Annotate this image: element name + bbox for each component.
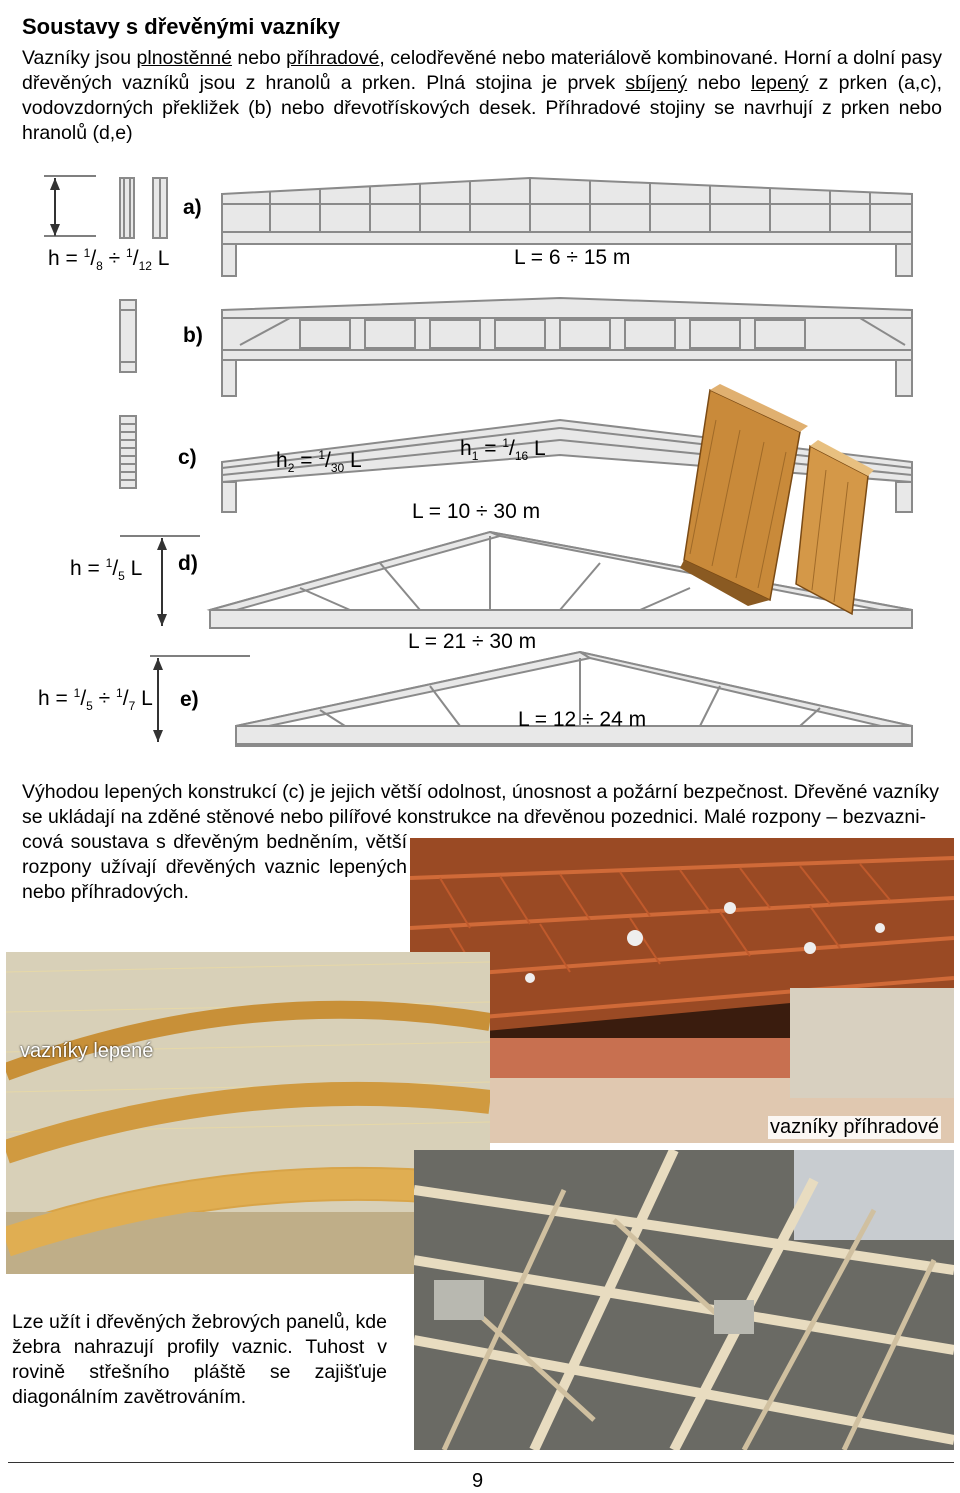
page-number: 9 <box>472 1470 484 1492</box>
label-lattice-trusses: vazníky příhradové <box>770 1116 939 1138</box>
label-a: a) <box>183 196 202 219</box>
term-plnostenne: plnostěnné <box>136 47 232 69</box>
term-sbijeny: sbíjený <box>625 72 688 94</box>
label-d: d) <box>178 552 198 575</box>
label-a-height: $h = ^1/_8 \div ^1/_{12}$ L <box>48 246 170 274</box>
label-a-span: L = 6 ÷ 15 m <box>514 246 631 269</box>
label-d-height: $h = ^1/_5$ L <box>70 556 143 584</box>
label-b: b) <box>183 324 203 347</box>
section-c <box>120 416 136 488</box>
label-e-span: L = 12 ÷ 24 m <box>518 708 647 731</box>
lattice-truss-hall-photo <box>410 838 954 1143</box>
truss-a <box>222 178 912 244</box>
label-glulam-trusses: vazníky lepené <box>20 1040 154 1062</box>
footer-rule <box>8 1462 954 1463</box>
term-lepeny: lepený <box>750 72 809 94</box>
page-title: Soustavy s dřevěnými vazníky <box>22 14 340 39</box>
span-paragraph: cová soustava s dřevěným bedněním, větší rozpony užívají dřevěných vaznic lepených nebo příhradových. <box>22 831 407 903</box>
label-d-span: L = 21 ÷ 30 m <box>408 630 537 653</box>
label-c: c) <box>178 446 197 469</box>
term-prihradove: příhradové <box>286 47 380 69</box>
label-c-span: L = 10 ÷ 30 m <box>412 500 541 523</box>
rib-panels-paragraph: Lze užít i dřevěných žebrových panelů, kde žebra nahrazují profily vaznic. Tuhost v rovině střešního pláště se zajišťuje diagonálním zavětrováním. <box>12 1311 387 1408</box>
label-e: e) <box>180 688 199 711</box>
section-a1 <box>120 178 134 238</box>
glulam-blocks-image <box>680 384 874 614</box>
roof-trusses-construction-photo <box>414 1150 954 1450</box>
label-c-h2: $h_2 = ^1/_{30}$ L <box>276 448 362 476</box>
advantages-paragraph: Výhodou lepených konstrukcí (c) je jejich větší odolnost, únosnost a požární bezpečnost. Dřevěné vazníky se ukládají na zděné stěnové nebo pilířové konstrukce na dřevěnou pozednici. Malé rozpony – bezvazni- <box>22 781 940 828</box>
label-e-height: $h = ^1/_5 \div ^1/_7$ L <box>38 686 153 714</box>
intro-paragraph: Vazníky jsou plnostěnné nebo příhradové, celodřevěné nebo materiálově kombinované. Horní a dolní pasy dřevěných vazníků jsou z hranolů a prken. Plná stojina je prvek sbíjený nebo lepený z prken (a,c), vodovzdorných překližek (b) nebo dřevotřískových desek. Příhradové stojiny se navrhují z prken nebo hranolů (d,e) <box>22 47 943 144</box>
label-c-h1: $h_1 = ^1/_{16}$ L <box>460 436 546 464</box>
